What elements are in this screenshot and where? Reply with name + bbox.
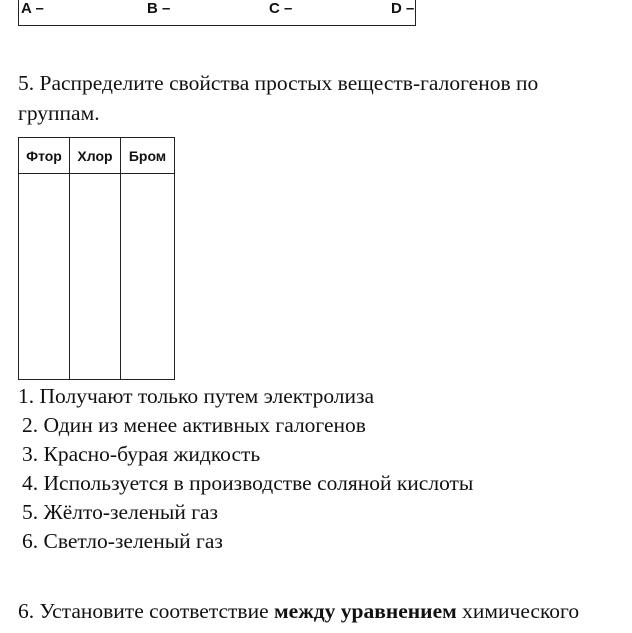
list-item: 6. Светло-зеленый газ [22, 529, 223, 553]
header-chlorine: Хлор [70, 138, 121, 174]
property-list [18, 382, 473, 556]
cell-bromine[interactable] [121, 174, 175, 380]
question6-line1 [18, 597, 579, 626]
answer-row-box [18, 0, 416, 26]
halogen-table [18, 137, 175, 380]
question5-line2: группам. [18, 101, 100, 125]
question6-bold: между уравнением [274, 599, 457, 623]
question6-prefix: 6. Установите соответствие [18, 599, 275, 623]
list-item: 2. Один из менее активных галогенов [22, 413, 366, 437]
list-item: 5. Жёлто-зеленый газ [22, 500, 219, 524]
header-bromine: Бром [121, 138, 175, 174]
question5-line1: 5. Распределите свойства простых веществ-галогенов по [18, 71, 539, 95]
list-item: 3. Красно-бурая жидкость [22, 442, 261, 466]
question6-suffix: химического [456, 599, 580, 623]
header-fluorine: Фтор [19, 138, 70, 174]
cell-chlorine[interactable] [70, 174, 121, 380]
list-item: 1. Получают только путем электролиза [18, 384, 375, 408]
answer-label-a: A – [21, 0, 44, 17]
list-item: 4. Используется в производстве соляной кислоты [22, 471, 474, 495]
answer-label-d: D – [391, 0, 415, 17]
answer-label-c: C – [269, 0, 293, 17]
cell-fluorine[interactable] [19, 174, 70, 380]
answer-label-b: B – [147, 0, 171, 17]
